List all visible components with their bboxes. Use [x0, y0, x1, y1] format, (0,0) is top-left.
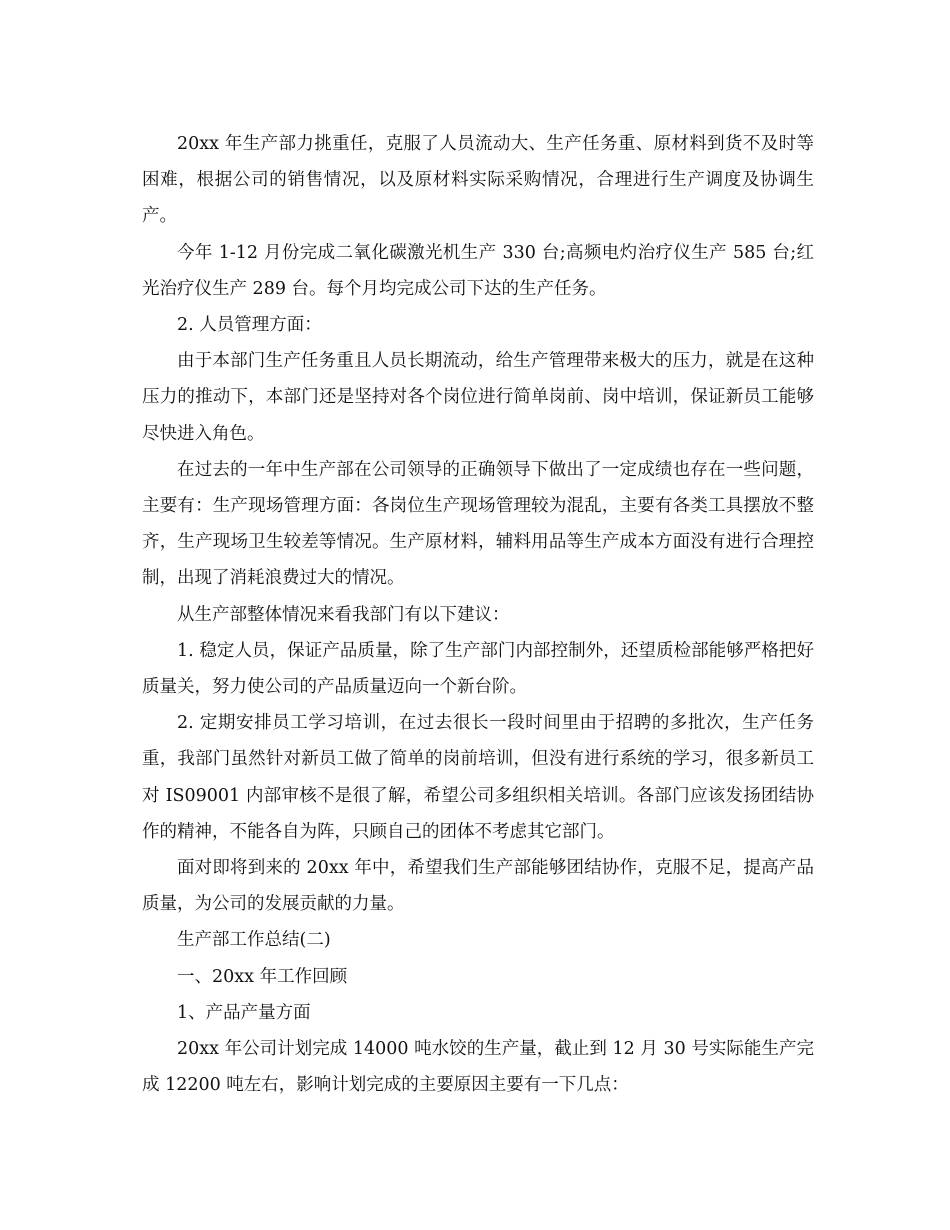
heading-year-review: 一、20xx 年工作回顾 — [177, 966, 348, 987]
paragraph-output-plan: 20xx 年公司计划完成 14000 吨水饺的生产量，截止到 12 月 30 号实际能生产完成 12200 吨左右，影响计划完成的主要原因主要有一下几点： — [142, 1039, 814, 1096]
paragraph-annual-output: 今年 1-12 月份完成二氧化碳激光机生产 330 台;高频电灼治疗仪生产 585 台;红光治疗仪生产 289 台。每个月均完成公司下达的生产任务。 — [142, 242, 814, 299]
paragraph-suggestions-intro: 从生产部整体情况来看我部门有以下建议： — [177, 604, 510, 625]
paragraph-suggestion-1: 1. 稳定人员，保证产品质量，除了生产部门内部控制外，还望质检部能够严格把好质量关，努力使公司的产品质量迈向一个新台阶。 — [142, 640, 814, 698]
paragraph-production-overview: 20xx 年生产部力挑重任，克服了人员流动大、生产任务重、原材料到货不及时等困难，根据公司的销售情况，以及原材料实际采购情况，合理进行生产调度及协调生产。 — [142, 134, 814, 227]
section-title-summary-2: 生产部工作总结(二) — [177, 930, 331, 951]
paragraph-personnel-training: 由于本部门生产任务重且人员长期流动，给生产管理带来极大的压力，就是在这种压力的推动下，本部门还是坚持对各个岗位进行简单岗前、岗中培训，保证新员工能够尽快进入角色。 — [142, 351, 814, 444]
heading-personnel-management: 2. 人员管理方面： — [177, 315, 322, 336]
document-body — [142, 126, 814, 1103]
paragraph-problems: 在过去的一年中生产部在公司领导的正确领导下做出了一定成绩也存在一些问题，主要有：生产现场管理方面：各岗位生产现场管理较为混乱，主要有各类工具摆放不整齐，生产现场卫生较差等情况。生产原材料，辅料用品等生产成本方面没有进行合理控制，出现了消耗浪费过大的情况。 — [142, 459, 814, 589]
paragraph-suggestion-2: 2. 定期安排员工学习培训，在过去很长一段时间里由于招聘的多批次，生产任务重，我部门虽然针对新员工做了简单的岗前培训，但没有进行系统的学习，很多新员工对 IS09001 内部审核不是很了解，希望公司多组织相关培训。各部门应该发扬团结协作的精神，不能各自为阵，只顾自己的团体不考虑其它部门。 — [142, 713, 814, 842]
heading-product-output: 1、产品产量方面 — [177, 1002, 311, 1023]
paragraph-outlook: 面对即将到来的 20xx 年中，希望我们生产部能够团结协作，克服不足，提高产品质量，为公司的发展贡献的力量。 — [142, 858, 814, 915]
